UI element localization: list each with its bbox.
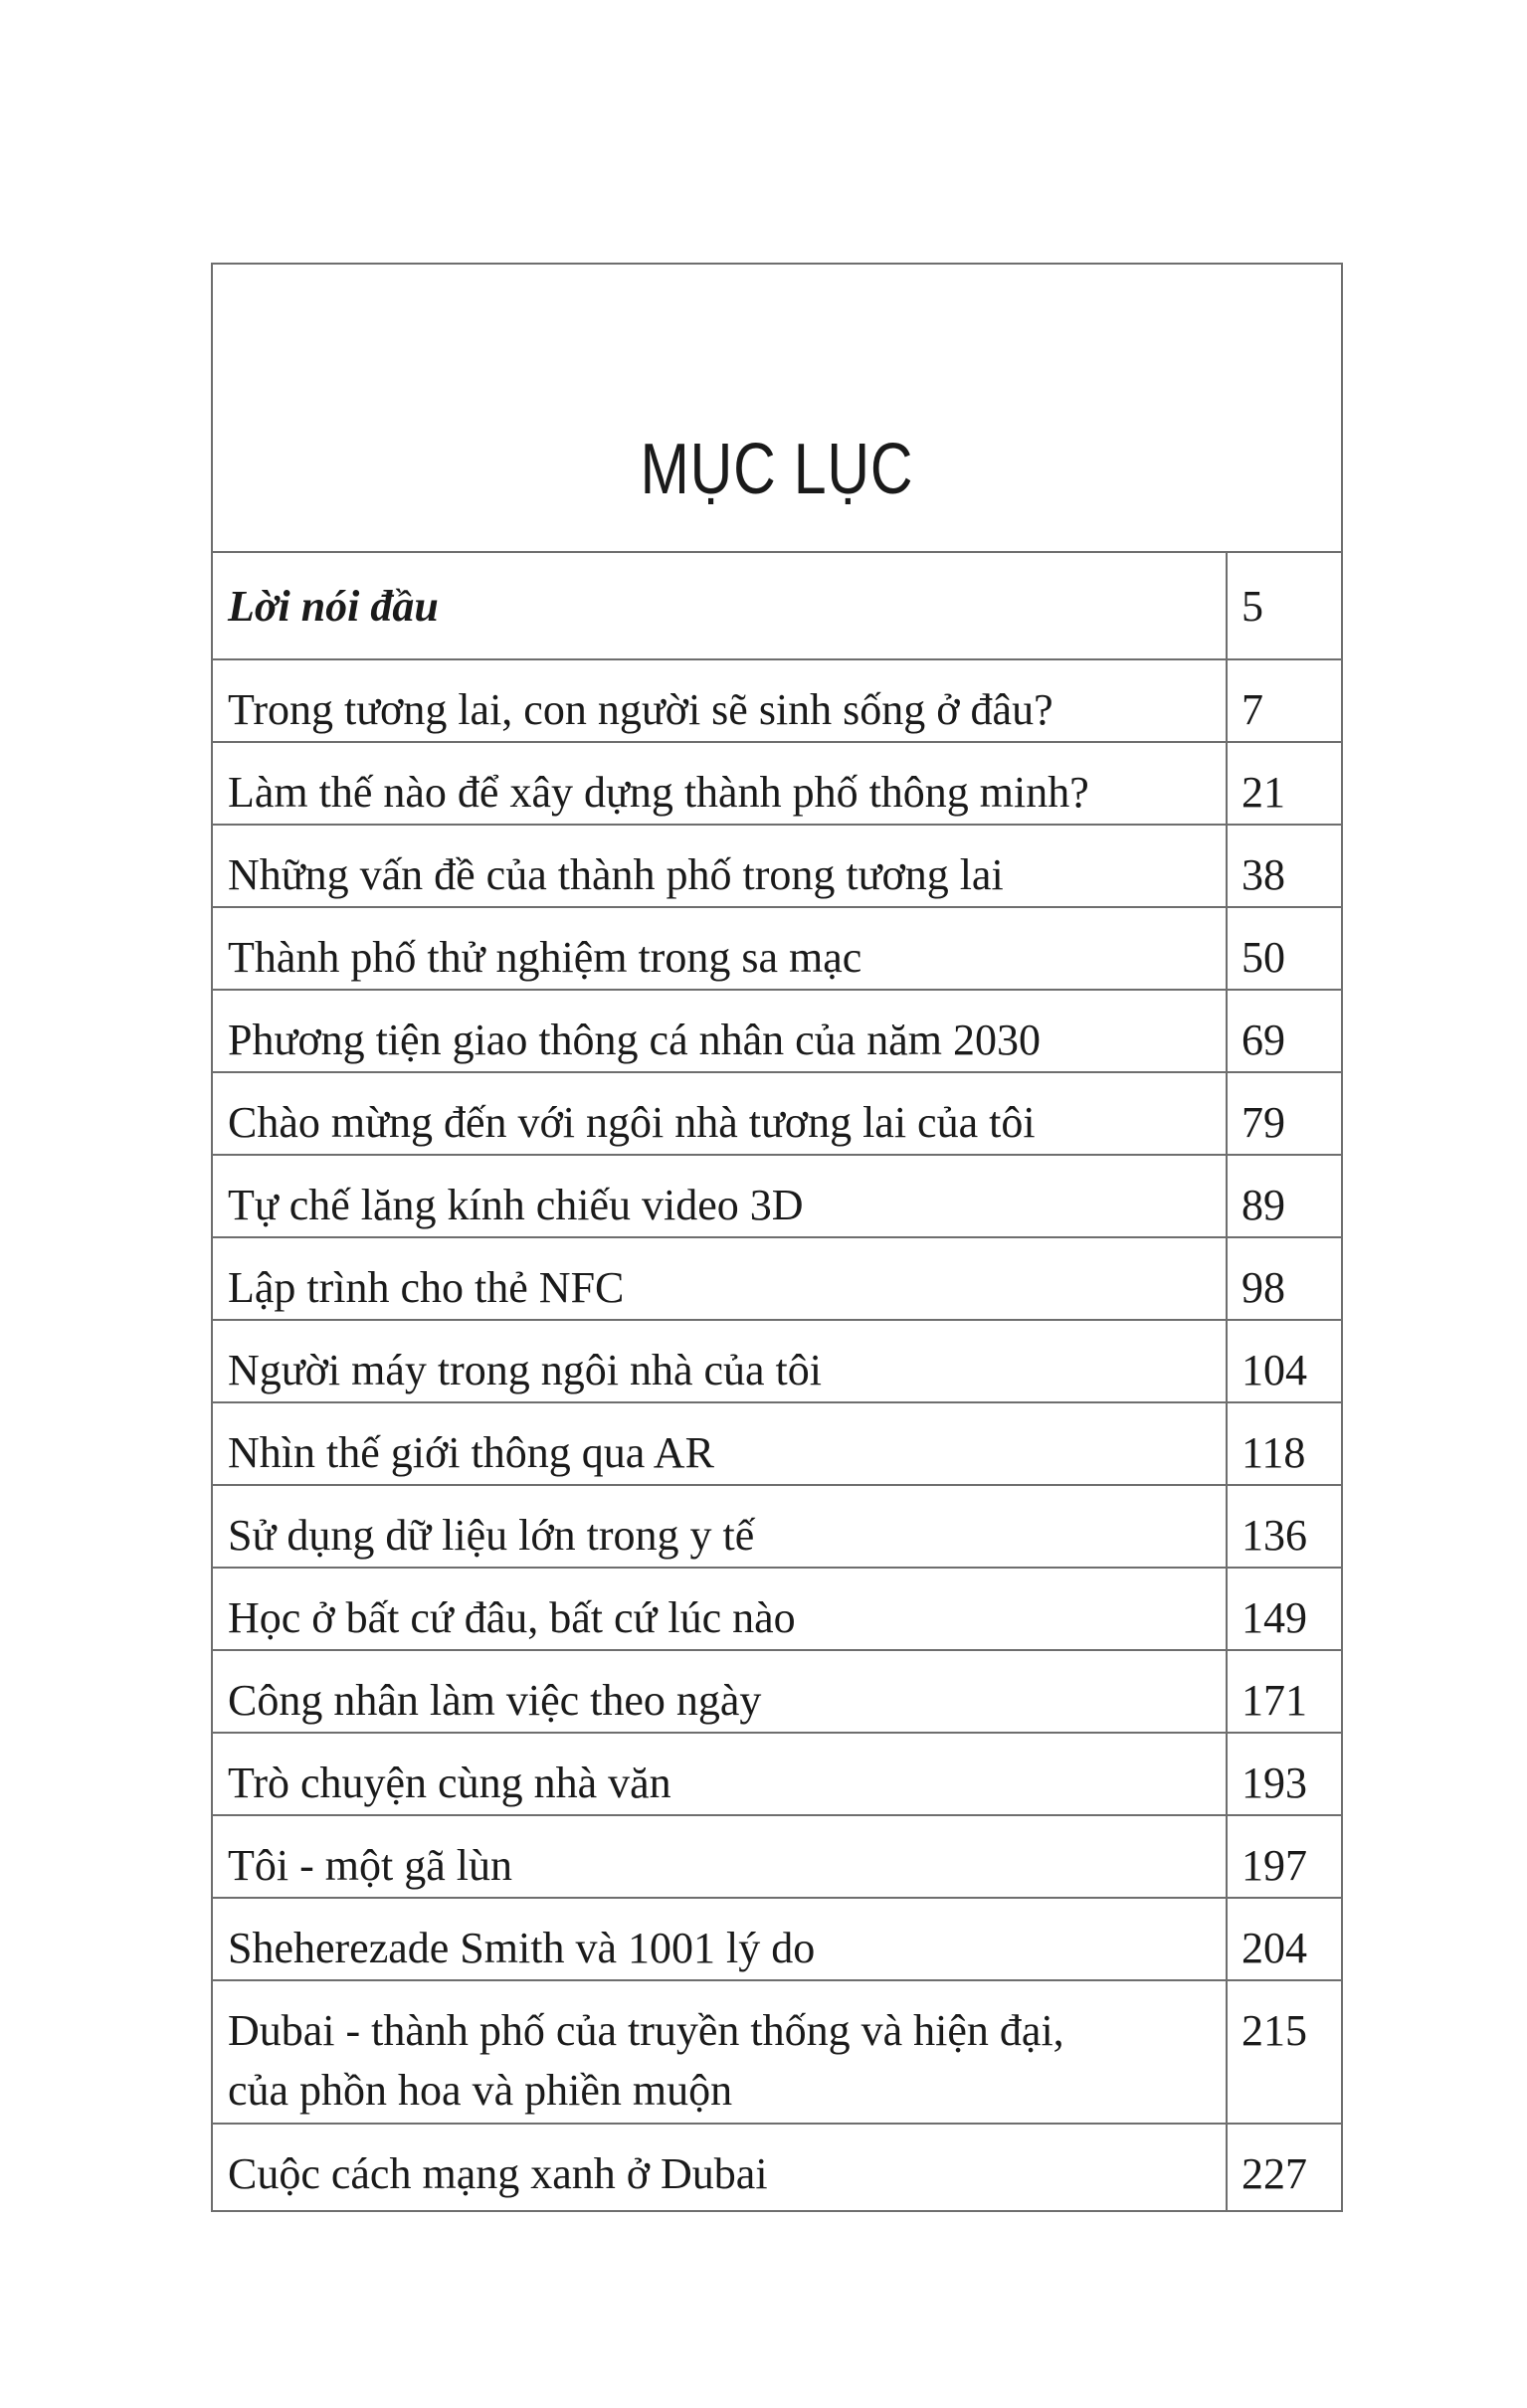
toc-entry-page: 149 (1241, 1593, 1307, 1642)
toc-entry-title: Phương tiện giao thông cá nhân của năm 2030 (228, 1016, 1041, 1064)
toc-row[interactable] (213, 2125, 1341, 2206)
toc-entry-page: 50 (1241, 933, 1285, 982)
toc-entry-title: Thành phố thử nghiệm trong sa mạc (228, 933, 862, 982)
toc-row[interactable] (213, 1899, 1341, 1981)
toc-entry-page: 21 (1241, 768, 1285, 817)
toc-entry-page: 89 (1241, 1181, 1285, 1229)
toc-row[interactable] (213, 1981, 1341, 2125)
toc-entry-title: Những vấn đề của thành phố trong tương lai (228, 850, 1004, 899)
toc-row[interactable] (213, 1156, 1341, 1238)
toc-entry-page: 5 (1241, 582, 1263, 631)
toc-entry-title: Chào mừng đến với ngôi nhà tương lai của tôi (228, 1098, 1036, 1147)
toc-entry-page: 136 (1241, 1511, 1307, 1560)
toc-entry-page: 79 (1241, 1098, 1285, 1147)
toc-row[interactable] (213, 1486, 1341, 1569)
toc-entry-title: Trò chuyện cùng nhà văn (228, 1759, 671, 1807)
toc-entry-title: Sử dụng dữ liệu lớn trong y tế (228, 1511, 755, 1560)
toc-entry-title: Dubai - thành phố của truyền thống và hiện đại, của phồn hoa và phiền muộn (228, 2006, 1064, 2115)
toc-row[interactable] (213, 826, 1341, 908)
toc-entry-title: Lập trình cho thẻ NFC (228, 1263, 625, 1312)
toc-entry-title: Công nhân làm việc theo ngày (228, 1676, 762, 1725)
toc-row[interactable] (213, 1569, 1341, 1651)
toc-entry-title: Học ở bất cứ đâu, bất cứ lúc nào (228, 1593, 796, 1642)
toc-entry-title: Làm thế nào để xây dựng thành phố thông minh? (228, 768, 1089, 817)
toc-row[interactable] (213, 1816, 1341, 1899)
toc-entry-page: 204 (1241, 1924, 1307, 1972)
toc-entry-page: 215 (1241, 2006, 1307, 2055)
toc-entry-page: 38 (1241, 850, 1285, 899)
toc-entry-title: Cuộc cách mạng xanh ở Dubai (228, 2149, 768, 2198)
toc-entry-title: Tự chế lăng kính chiếu video 3D (228, 1181, 804, 1229)
toc-row[interactable] (213, 908, 1341, 991)
toc-entry-page: 104 (1241, 1346, 1307, 1394)
toc-row[interactable] (213, 991, 1341, 1073)
toc-entry-title: Trong tương lai, con người sẽ sinh sống ở đâu? (228, 685, 1053, 734)
toc-row[interactable] (213, 660, 1341, 743)
toc-row[interactable] (213, 1403, 1341, 1486)
toc-row[interactable] (213, 1238, 1341, 1321)
toc-entry-title: Lời nói đầu (228, 582, 439, 631)
toc-row[interactable] (213, 1734, 1341, 1816)
toc-row[interactable] (213, 743, 1341, 826)
toc-rows (213, 553, 1341, 2206)
toc-entry-page: 193 (1241, 1759, 1307, 1807)
toc-entry-page: 98 (1241, 1263, 1285, 1312)
toc-row[interactable] (213, 1321, 1341, 1403)
toc-entry-title: Tôi - một gã lùn (228, 1841, 512, 1890)
toc-entry-title: Người máy trong ngôi nhà của tôi (228, 1346, 823, 1394)
toc-entry-title: Sheherezade Smith và 1001 lý do (228, 1924, 816, 1972)
toc-entry-page: 69 (1241, 1016, 1285, 1064)
toc-entry-page: 118 (1241, 1428, 1306, 1477)
toc-entry-page: 227 (1241, 2149, 1307, 2198)
table-of-contents (211, 263, 1343, 2212)
toc-entry-title: Nhìn thế giới thông qua AR (228, 1428, 714, 1477)
toc-entry-page: 171 (1241, 1676, 1307, 1725)
toc-entry-page: 7 (1241, 685, 1263, 734)
toc-row[interactable] (213, 1073, 1341, 1156)
toc-entry-page: 197 (1241, 1841, 1307, 1890)
toc-row-preface[interactable] (213, 553, 1341, 660)
toc-header (213, 265, 1341, 553)
page-title: MỤC LỤC (640, 430, 914, 509)
toc-row[interactable] (213, 1651, 1341, 1734)
